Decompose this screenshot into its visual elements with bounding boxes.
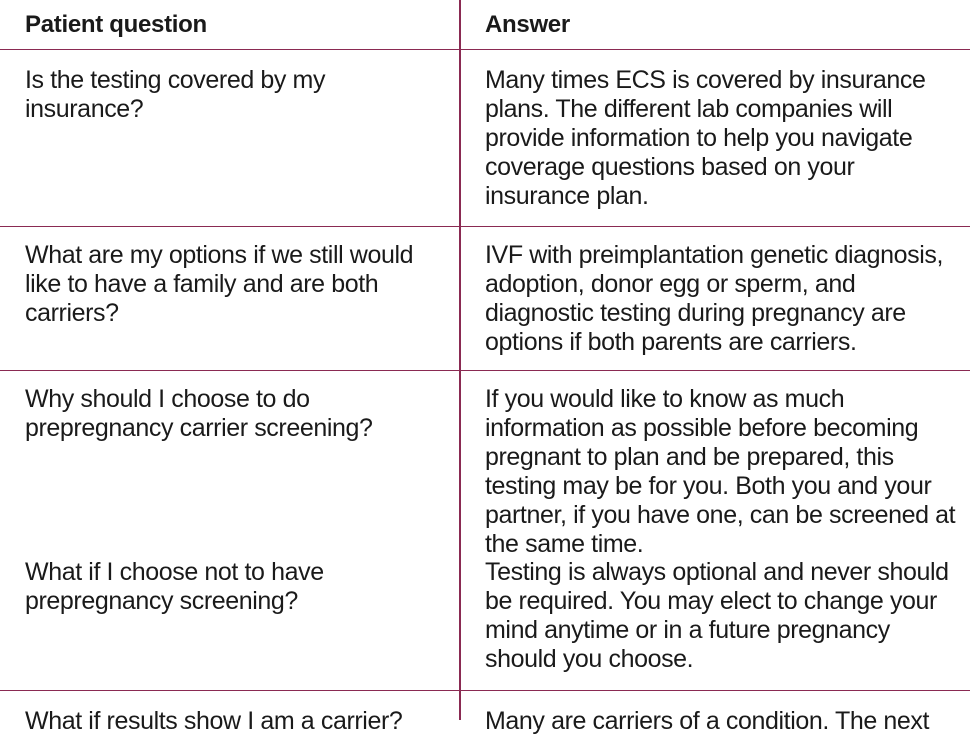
question-cell: Is the testing covered by my insurance? [25,66,326,123]
answer-cell: Testing is always optional and never should be required. You may elect to change your mind anytime or in a future pregnancy should you choose. [485,558,949,673]
answer-cell: Many times ECS is covered by insurance plans. The different lab companies will provide information to help you navigate coverage questions based on your insurance plan. [485,66,926,210]
question-cell: Why should I choose to do prepregnancy carrier screening? [25,385,373,442]
table-row [0,691,970,751]
table-row [0,371,970,691]
header-answer: Answer [485,11,570,38]
question-cell: What if results show I am a carrier? [25,707,403,735]
header-question: Patient question [25,11,207,38]
table-header-row [0,0,970,50]
answer-cell: Many are carriers of a condition. The next [485,707,930,735]
table-row [0,50,970,227]
question-cell: What are my options if we still would like to have a family and are both carriers? [25,241,414,327]
answer-cell: IVF with preimplantation genetic diagnosis, adoption, donor egg or sperm, and diagnostic testing during pregnancy are options if both parents are carriers. [485,241,944,356]
question-cell: What if I choose not to have prepregnancy screening? [25,558,324,615]
table-row [0,227,970,371]
answer-cell: If you would like to know as much information as possible before becoming pregnant to plan and be prepared, this testing may be for you. Both you and your partner, if you have one, can be screened at the same time. [485,385,956,558]
